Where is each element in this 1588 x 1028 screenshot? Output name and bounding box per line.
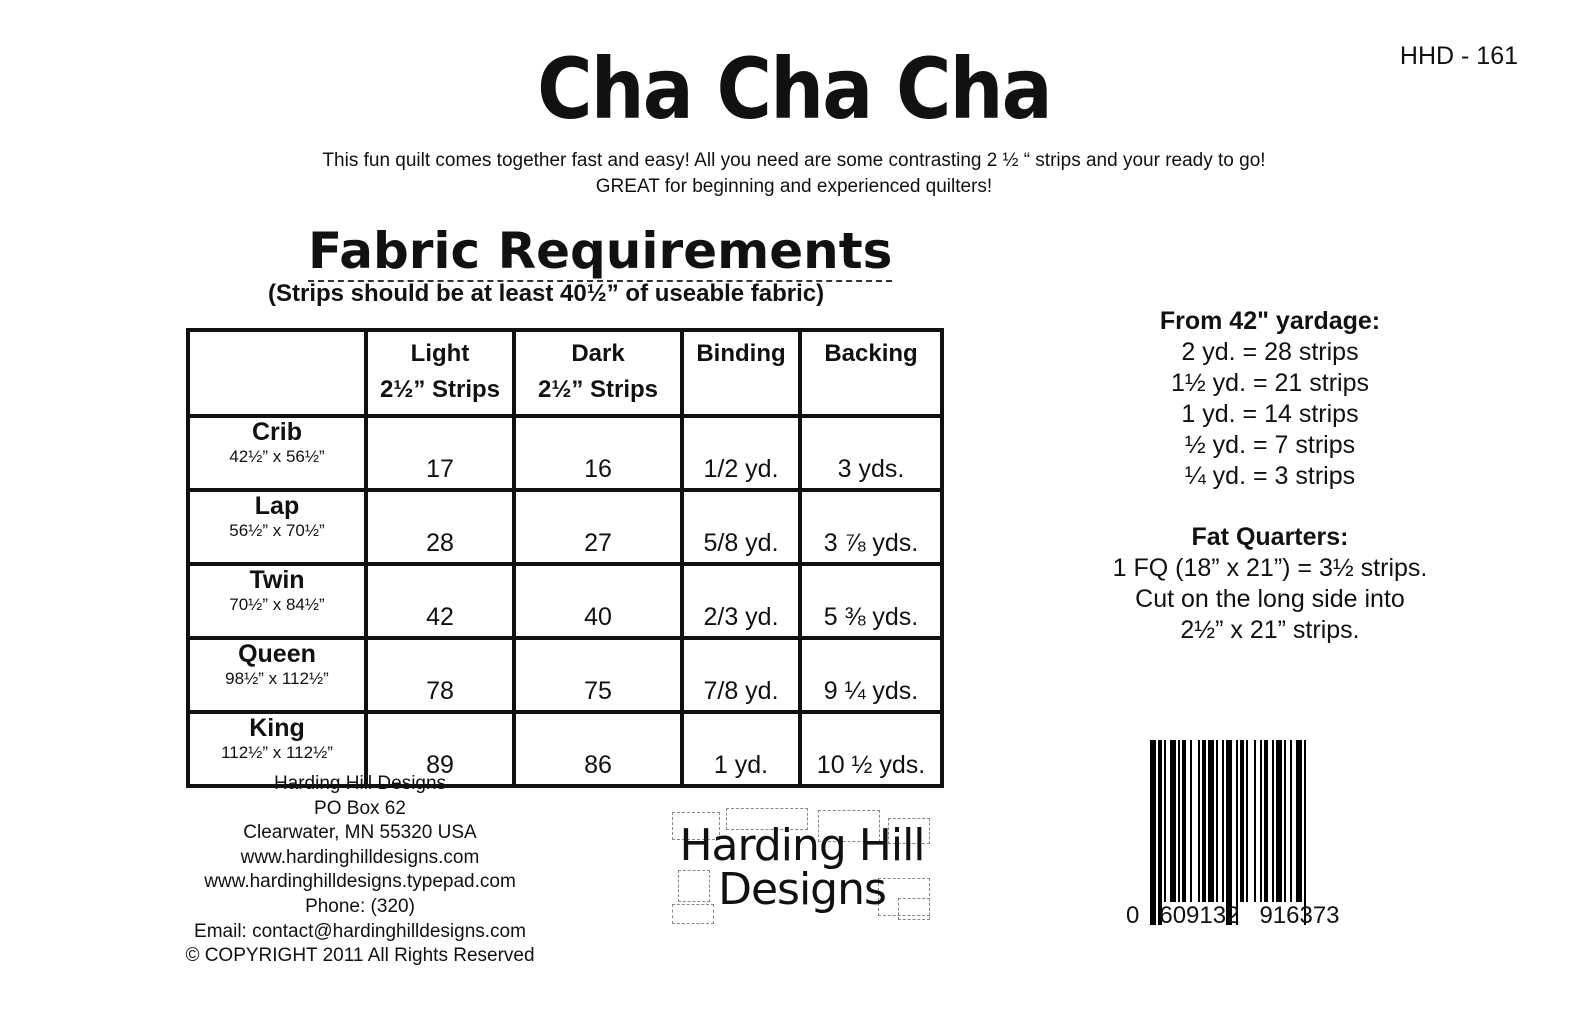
dark-strips-cell: 16 bbox=[514, 416, 682, 490]
light-strips-cell: 78 bbox=[366, 638, 514, 712]
header-dark-label: Dark bbox=[571, 340, 625, 367]
fabric-requirements-subheading: (Strips should be at least 40½” of useable fabric) bbox=[268, 280, 825, 307]
backing-cell: 3 yds. bbox=[800, 416, 942, 490]
size-cell bbox=[188, 564, 366, 638]
header-light bbox=[366, 330, 514, 416]
barcode-digits: 0 609132 916373 bbox=[1126, 902, 1340, 929]
binding-cell: 7/8 yd. bbox=[682, 638, 800, 712]
pattern-code: HHD - 161 bbox=[1399, 42, 1518, 70]
header-light-sub: 2½” Strips bbox=[379, 376, 501, 403]
size-dimensions: 42½” x 56½” bbox=[229, 447, 325, 466]
table-row bbox=[188, 638, 942, 712]
barcode-bars bbox=[1150, 740, 1390, 925]
size-name: Queen bbox=[238, 640, 316, 668]
yardage-line: 1½ yd. = 21 strips bbox=[1170, 369, 1370, 397]
address-line: PO Box 62 bbox=[314, 797, 406, 819]
header-backing: Backing bbox=[800, 330, 942, 416]
header-dark bbox=[514, 330, 682, 416]
yardage-line: ¼ yd. = 3 strips bbox=[1184, 462, 1356, 490]
size-name: Lap bbox=[254, 492, 300, 520]
yardage-line: 2 yd. = 28 strips bbox=[1181, 338, 1359, 366]
table-row bbox=[188, 490, 942, 564]
intro-text bbox=[0, 148, 1588, 200]
header-light-label: Light bbox=[410, 340, 470, 367]
backing-cell: 10 ½ yds. bbox=[800, 712, 942, 786]
table-header-row bbox=[188, 330, 942, 416]
website-link[interactable]: www.hardinghilldesigns.com bbox=[240, 846, 480, 868]
size-name: Twin bbox=[249, 566, 305, 594]
light-strips-cell: 42 bbox=[366, 564, 514, 638]
copyright-line: © COPYRIGHT 2011 All Rights Reserved bbox=[185, 945, 535, 967]
backing-cell: 5 ⅜ yds. bbox=[800, 564, 942, 638]
pattern-title: Cha Cha Cha bbox=[537, 40, 1051, 138]
logo-text-line-1: Harding Hill bbox=[679, 820, 925, 871]
phone-line: Phone: (320) bbox=[305, 895, 415, 917]
size-cell bbox=[188, 416, 366, 490]
light-strips-cell: 89 bbox=[366, 712, 514, 786]
size-dimensions: 112½” x 112½” bbox=[221, 743, 333, 762]
binding-cell: 1/2 yd. bbox=[682, 416, 800, 490]
fat-quarters-heading: Fat Quarters: bbox=[1191, 523, 1349, 551]
fat-quarters-line: 1 FQ (18” x 21”) = 3½ strips. bbox=[1112, 554, 1428, 582]
email-line[interactable]: Email: contact@hardinghilldesigns.com bbox=[194, 920, 526, 942]
company-address bbox=[160, 772, 560, 969]
dark-strips-cell: 40 bbox=[514, 564, 682, 638]
fabric-requirements-table bbox=[186, 328, 944, 788]
address-line: Clearwater, MN 55320 USA bbox=[243, 822, 477, 844]
binding-cell: 2/3 yd. bbox=[682, 564, 800, 638]
fat-quarters-info bbox=[1090, 522, 1450, 646]
backing-cell: 9 ¼ yds. bbox=[800, 638, 942, 712]
dark-strips-cell: 75 bbox=[514, 638, 682, 712]
light-strips-cell: 17 bbox=[366, 416, 514, 490]
size-name: Crib bbox=[252, 418, 302, 446]
size-dimensions: 56½” x 70½” bbox=[229, 521, 325, 540]
fabric-requirements-heading: Fabric Requirements bbox=[308, 222, 893, 280]
yardage-line: 1 yd. = 14 strips bbox=[1181, 400, 1359, 428]
backing-cell: 3 ⅞ yds. bbox=[800, 490, 942, 564]
fat-quarters-line: Cut on the long side into bbox=[1135, 585, 1405, 613]
yardage-line: ½ yd. = 7 strips bbox=[1184, 431, 1356, 459]
fat-quarters-line: 2½” x 21” strips. bbox=[1180, 616, 1360, 644]
dark-strips-cell: 86 bbox=[514, 712, 682, 786]
header-binding: Binding bbox=[682, 330, 800, 416]
size-cell bbox=[188, 490, 366, 564]
header-blank bbox=[188, 330, 366, 416]
upc-barcode bbox=[1126, 740, 1390, 929]
company-logo bbox=[668, 808, 936, 926]
blog-link[interactable]: www.hardinghilldesigns.typepad.com bbox=[204, 871, 516, 893]
size-cell bbox=[188, 638, 366, 712]
size-name: King bbox=[249, 714, 305, 742]
binding-cell: 1 yd. bbox=[682, 712, 800, 786]
intro-line-1: This fun quilt comes together fast and easy! All you need are some contrasting 2 ½ “ strips and your ready to go! bbox=[322, 150, 1266, 171]
header-dark-sub: 2½” Strips bbox=[537, 376, 659, 403]
yardage-heading: From 42" yardage: bbox=[1159, 307, 1381, 335]
size-dimensions: 70½” x 84½” bbox=[229, 595, 325, 614]
binding-cell: 5/8 yd. bbox=[682, 490, 800, 564]
table-row bbox=[188, 416, 942, 490]
intro-line-2: GREAT for beginning and experienced quilters! bbox=[595, 176, 993, 197]
size-dimensions: 98½” x 112½” bbox=[225, 669, 329, 688]
light-strips-cell: 28 bbox=[366, 490, 514, 564]
address-line: Harding Hill Designs bbox=[273, 773, 447, 794]
logo-text-line-2: Designs bbox=[718, 864, 886, 915]
yardage-info bbox=[1090, 306, 1450, 492]
barcode-bar bbox=[1306, 740, 1308, 925]
dark-strips-cell: 27 bbox=[514, 490, 682, 564]
table-row bbox=[188, 564, 942, 638]
